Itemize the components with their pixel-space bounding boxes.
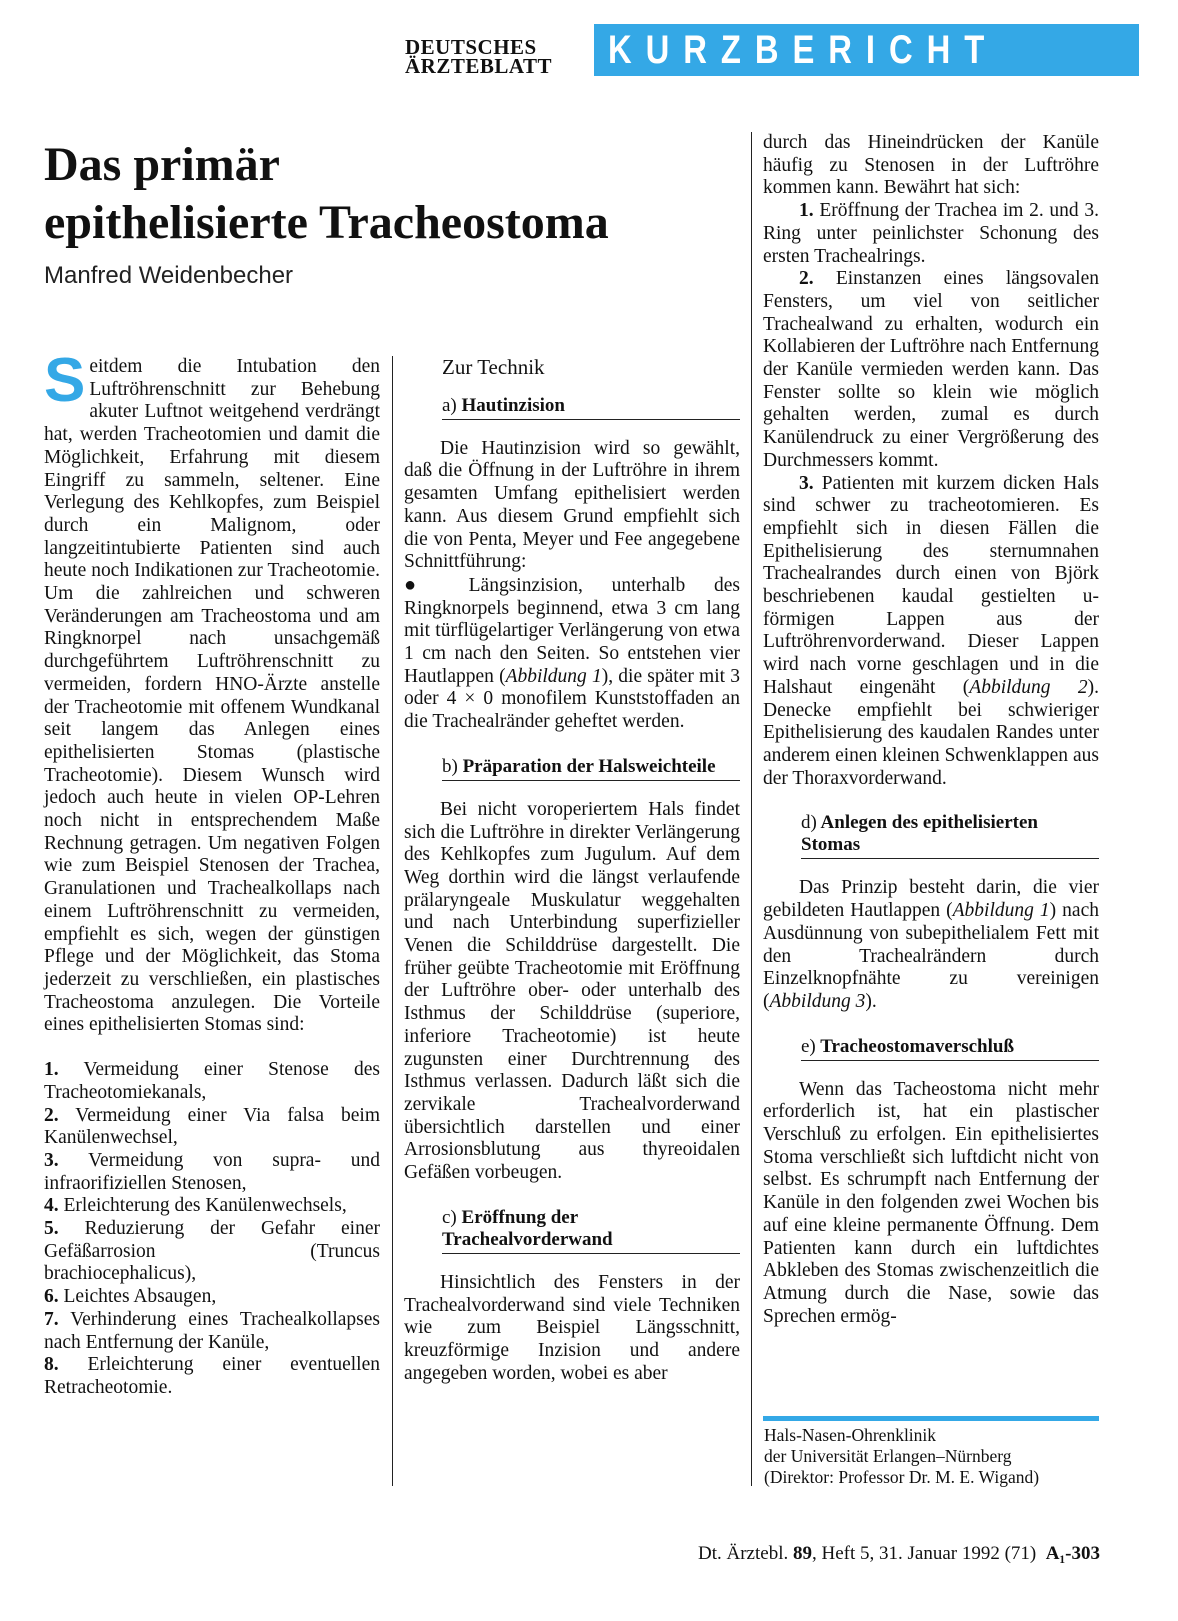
citation-volume: 89 [792, 1543, 812, 1564]
paragraph: Wenn das Tacheostoma nicht mehr erforderlich ist, hat ein plastischer Verschluß zu erfolgen. Ein epithelisiertes Stoma verschließt sich luftdicht nicht von selbst. Es schrumpft nach Entfernung der Kanüle in den folgenden zwei Wochen bis auf eine kleine permanente Öffnung. Dem Patienten kann durch ein luftdichtes Abkleben des Stomas zwischenzeitlich die Atmung durch die Nase, sowie das Sprechen ermög- [763, 1078, 1099, 1327]
paragraph: Die Hautinzision wird so gewählt, daß die Öffnung in der Luftröhre in ihrem gesamten Umfang epithelisiert werden kann. Aus diesem Grund empfiehlt sich die von Penta, Meyer und Fee angegebene Schnittführung: [404, 437, 740, 573]
paragraph: ● Längsinzision, unterhalb des Ringknorpels beginnend, etwa 3 cm lang mit türflügelartiger Verlängerung von etwa 1 cm nach den Seiten. So entstehen vier Hautlappen (Abbildung 1), die später mit 3 oder 4 × 0 monofilem Kunststoffaden an die Trachealränder geheftet werden. [404, 573, 740, 733]
journal-logo [405, 35, 575, 78]
drop-cap: S [44, 346, 86, 415]
list-item: 4. Erleichterung des Kanülenwechsels, [44, 1195, 347, 1217]
citation-issue: , Heft 5, 31. Januar 1992 (71) [811, 1543, 1037, 1564]
section-heading-b: b) Präparation der Halsweichteile [442, 756, 740, 781]
affiliation-line: (Direktor: Professor Dr. M. E. Wigand) [764, 1467, 1040, 1487]
column-divider-2 [751, 132, 752, 1486]
paragraph: Hinsichtlich des Fensters in der Trachealvorderwand sind viele Techniken wie zum Beispiel Längsschnitt, kreuzförmige Inzision und andere angegeben worden, wobei es aber [404, 1271, 740, 1384]
affiliation [764, 1425, 1100, 1488]
figure-reference: Abbildung 1 [505, 665, 602, 687]
figure-reference: Abbildung 3 [769, 990, 866, 1012]
author-name: Manfred Weidenbecher [44, 262, 294, 289]
section-heading-a: a) Hautinzision [442, 395, 740, 420]
page-citation [630, 1543, 1100, 1565]
section-label: KURZBERICHT [608, 28, 999, 72]
journal-name-line1: DEUTSCHES [405, 35, 537, 59]
journal-name-line2: ÄRZTEBLATT [405, 54, 552, 78]
title-line-2: epithelisierte Tracheostoma [44, 196, 609, 249]
column-divider-1 [392, 356, 393, 1486]
subheading-technique: Zur Technik [442, 355, 545, 379]
figure-reference: Abbildung 2 [969, 676, 1088, 698]
list-item: 2. Vermeidung einer Via falsa beim Kanülenwechsel, [44, 1104, 380, 1149]
affiliation-line: der Universität Erlangen–Nürnberg [764, 1446, 1012, 1466]
figure-reference: Abbildung 1 [952, 900, 1050, 922]
step-item: 3. Patienten mit kurzem dicken Hals sind schwer zu tracheotomieren. Es empfiehlt sich in diesen Fällen die Epithelisierung des sternumnahen Trachealrandes durch einen von Björk beschriebenen kaudal gestielten u-förmigen Lappen aus der Luftröhrenvorderwand. Dieser Lappen wird nach vorne geschlagen und in die Halshaut eingenäht (Abbildung 2). Denecke empfiehlt bei schwieriger Epithelisierung des kaudalen Randes unter anderem einen kleinen Schwenklappen aus der Thoraxvorderwand. [763, 472, 1099, 789]
list-item: 6. Leichtes Absaugen, [44, 1286, 217, 1308]
affiliation-line: Hals-Nasen-Ohrenklinik [764, 1425, 937, 1445]
page-number: A₁-303 [1045, 1543, 1100, 1564]
advantages-list [44, 1059, 380, 1400]
column-2 [404, 356, 740, 1385]
column-1 [44, 346, 381, 1400]
step-item: 1. Eröffnung der Trachea im 2. und 3. Ring unter peinlichster Schonung des ersten Trachealrings. [763, 200, 1100, 267]
intro-paragraph [44, 346, 380, 1037]
affiliation-rule [763, 1416, 1099, 1421]
bullet-icon: ● [404, 573, 440, 596]
title-line-1: Das primär [44, 138, 280, 191]
list-item: 7. Verhinderung eines Trachealkollapses nach Entfernung der Kanüle, [44, 1308, 380, 1353]
section-heading-d: d) Anlegen des epithelisierten Stomas [801, 812, 1099, 859]
step-item: 2. Einstanzen eines längsovalen Fensters, um viel von seitlicher Trachealwand zu erhalten, wodurch ein Kollabieren der Luftröhre nach Entfernung der Kanüle vermieden werden kann. Das Fenster sollte so klein wie möglich gehalten werden, zumal es durch Kanülendruck zu einer Vergrößerung des Durchmessers kommt. [763, 268, 1099, 471]
list-item: 3. Vermeidung von supra- und infraorifiziellen Stenosen, [44, 1149, 380, 1194]
list-item: 5. Reduzierung der Gefahr einer Gefäßarrosion (Truncus brachiocephalicus), [44, 1218, 380, 1285]
article-title [44, 136, 764, 252]
citation-journal: Dt. Ärztebl. [698, 1543, 789, 1564]
paragraph: Bei nicht voroperiertem Hals findet sich die Luftröhre in direkter Verlängerung des Kehlkopfes zum Jugulum. Auf dem Weg dorthin wird die längst verlaufende prälaryngeale Muskulatur weggehalten und nach Unterbindung superfizieller Venen die Schilddrüse dargestellt. Die früher geübte Tracheotomie mit Eröffnung der Luftröhre ober- oder unterhalb des Isthmus der Schilddrüse (superiore, inferiore Tracheotomie) ist heute zugunsten einer Durchtrennung des Isthmus verlassen. Dadurch läßt sich die zervikale Trachealvorderwand übersichtlich darstellen und einer Arrosionsblutung aus thyreoidalen Gefäßen vorbeugen. [404, 798, 740, 1184]
list-item: 1. Vermeidung einer Stenose des Tracheotomiekanals, [44, 1059, 380, 1103]
section-heading-e: e) Tracheostomaverschluß [801, 1036, 1099, 1061]
column-3 [763, 132, 1099, 1328]
list-item: 8. Erleichterung einer eventuellen Retracheotomie. [44, 1354, 381, 1398]
section-heading-c: c) Eröffnung der Trachealvorderwand [442, 1207, 740, 1254]
paragraph: durch das Hineindrücken der Kanüle häufig zu Stenosen in der Luftröhre kommen kann. Bewährt hat sich: [763, 132, 1099, 199]
paragraph: Das Prinzip besteht darin, die vier gebildeten Hautlappen (Abbildung 1) nach Ausdünnung von subepithelialem Fett mit den Trachealrändern durch Einzelknopfnähte zu vereinigen (Abbildung 3). [763, 877, 1099, 1012]
section-banner [594, 24, 1139, 76]
intro-text: eitdem die Intubation den Luftröhrenschnitt zur Behebung akuter Luftnot weitgehend verdrängt hat, werden Tracheotomien und damit die Möglichkeit, Erfahrung mit diesem Eingriff zu sammeln, seltener. Eine Verlegung des Kehlkopfes, zum Beispiel durch ein Malignom, oder langzeitintubierte Patienten sind auch heute noch Indikationen zur Tracheotomie. Um die zahlreichen und schweren Veränderungen am Tracheostoma und am Ringknorpel nach unsachgemäß durchgeführtem Luftröhrenschnitt zu vermeiden, fordern HNO-Ärzte anstelle der Tracheotomie mit offenem Wundkanal seit langem das Anlegen eines epithelisierten Stomas (plastische Tracheotomie). Diesem Wunsch wird jedoch auch heute in vielen OP-Lehren noch nicht in entsprechendem Maße Rechnung getragen. Um negativen Folgen wie zum Beispiel Stenosen der Trachea, Granulationen und Trachealkollaps nach einem Luftröhrenschnitt zu vermeiden, empfiehlt es sich, wegen der günstigen Pflege und der Möglichkeit, das Stoma jederzeit zu verschließen, ein plastisches Tracheostoma anzulegen. Die Vorteile eines epithelisierten Stomas sind: [44, 356, 380, 1036]
